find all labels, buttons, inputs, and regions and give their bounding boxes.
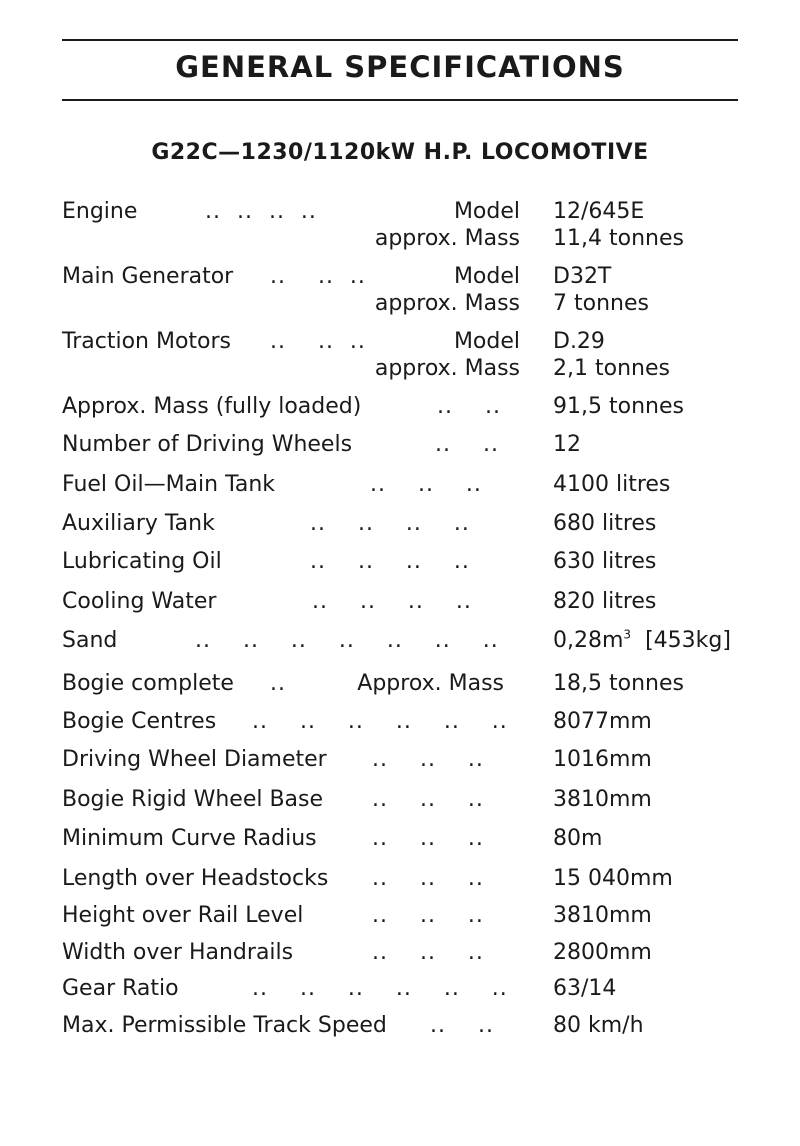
model-label: Model [453, 264, 520, 289]
spec-row-fuel-oil [0, 472, 800, 508]
leader-dots: .. [270, 671, 286, 696]
leader-dots: .. .. .. .. .. .. [252, 709, 508, 734]
spec-row-width [0, 940, 800, 976]
spec-subvalue: 2,1 tonnes [553, 356, 670, 381]
spec-value: 80m [553, 826, 603, 851]
spec-value: 4100 litres [553, 472, 671, 497]
spec-value: 12/645E [553, 199, 645, 224]
leader-dots: .. .. .. [372, 903, 484, 928]
leader-dots: .. .. .. [372, 787, 484, 812]
spec-row-sand [0, 628, 800, 664]
spec-value: 18,5 tonnes [553, 671, 684, 696]
model-label: Model [453, 199, 520, 224]
spec-label: Cooling Water [62, 589, 217, 614]
spec-value: 8077mm [553, 709, 652, 734]
spec-label: Width over Handrails [62, 940, 294, 965]
spec-row-lubricating-oil [0, 549, 800, 585]
leader-dots: .. .. [430, 1013, 494, 1038]
spec-value: 80 km/h [553, 1013, 644, 1038]
model-label: Model [453, 329, 520, 354]
spec-label: Gear Ratio [62, 976, 179, 1001]
leader-dots: .. .. .. [270, 264, 366, 289]
spec-label: Minimum Curve Radius [62, 826, 317, 851]
leader-dots: .. .. [435, 432, 499, 457]
spec-label: Height over Rail Level [62, 903, 304, 928]
spec-row-engine [0, 199, 800, 251]
spec-row-bogie-complete [0, 671, 800, 707]
leader-dots: .. .. .. [372, 826, 484, 851]
sand-volume: 0,28m [553, 628, 624, 653]
spec-label: Number of Driving Wheels [62, 432, 353, 457]
spec-value: 1016mm [553, 747, 652, 772]
spec-row-track-speed [0, 1013, 800, 1049]
spec-label: Bogie complete [62, 671, 234, 696]
mass-label: Approx. Mass [357, 671, 504, 696]
spec-value: 12 [553, 432, 581, 457]
spec-label: Max. Permissible Track Speed [62, 1013, 387, 1038]
spec-label: Auxiliary Tank [62, 511, 215, 536]
spec-label: Engine [62, 199, 138, 224]
leader-dots: .. .. .. .. [312, 589, 472, 614]
spec-row-rigid-wheel-base [0, 787, 800, 823]
spec-label: Approx. Mass (fully loaded) [62, 394, 362, 419]
spec-row-wheel-diameter [0, 747, 800, 783]
spec-label: Fuel Oil—Main Tank [62, 472, 276, 497]
spec-value: 820 litres [553, 589, 657, 614]
spec-label: Sand [62, 628, 118, 653]
spec-value: 91,5 tonnes [553, 394, 684, 419]
spec-row-height [0, 903, 800, 939]
spec-label: Main Generator [62, 264, 234, 289]
spec-label: Lubricating Oil [62, 549, 222, 574]
spec-label: Driving Wheel Diameter [62, 747, 327, 772]
mass-label: approx. Mass [374, 291, 520, 316]
spec-value [553, 628, 731, 653]
mass-label: approx. Mass [374, 226, 520, 251]
leader-dots: .. .. .. [372, 940, 484, 965]
spec-label: Length over Headstocks [62, 866, 329, 891]
leader-dots: .. .. .. .. .. .. [252, 976, 508, 1001]
spec-label: Bogie Rigid Wheel Base [62, 787, 324, 812]
spec-subvalue: 7 tonnes [553, 291, 649, 316]
title-underline [62, 99, 738, 101]
sand-mass: [453kg] [645, 628, 731, 653]
spec-label: Bogie Centres [62, 709, 217, 734]
spec-value: 63/14 [553, 976, 617, 1001]
leader-dots: .. .. [437, 394, 501, 419]
spec-label: Traction Motors [62, 329, 231, 354]
spec-row-gear-ratio [0, 976, 800, 1012]
leader-dots: .. .. .. .. [205, 199, 317, 224]
leader-dots: .. .. .. [372, 747, 484, 772]
spec-subvalue: 11,4 tonnes [553, 226, 684, 251]
spec-row-traction-motors [0, 329, 800, 381]
leader-dots: .. .. .. [270, 329, 366, 354]
spec-value: 680 litres [553, 511, 657, 536]
spec-row-main-generator [0, 264, 800, 316]
leader-dots: .. .. .. [370, 472, 482, 497]
leader-dots: .. .. .. .. [310, 549, 470, 574]
leader-dots: .. .. .. .. .. .. .. [195, 628, 499, 653]
spec-value: D.29 [553, 329, 605, 354]
spec-row-auxiliary-tank [0, 511, 800, 547]
leader-dots: .. .. .. [372, 866, 484, 891]
spec-value: 3810mm [553, 787, 652, 812]
top-rule [62, 39, 738, 41]
spec-row-driving-wheels [0, 432, 800, 468]
spec-row-length [0, 866, 800, 902]
leader-dots: .. .. .. .. [310, 511, 470, 536]
mass-label: approx. Mass [374, 356, 520, 381]
page-title: GENERAL SPECIFICATIONS [175, 50, 625, 84]
spec-value: 15 040mm [553, 866, 673, 891]
spec-value: 2800mm [553, 940, 652, 965]
spec-value: D32T [553, 264, 612, 289]
spec-row-cooling-water [0, 589, 800, 625]
spec-row-curve-radius [0, 826, 800, 862]
spec-row-approx-mass [0, 394, 800, 430]
spec-value: 630 litres [553, 549, 657, 574]
cubic-superscript: 3 [623, 627, 632, 642]
page-subtitle: G22C—1230/1120kW H.P. LOCOMOTIVE [151, 140, 649, 165]
spec-row-bogie-centres [0, 709, 800, 745]
spec-value: 3810mm [553, 903, 652, 928]
